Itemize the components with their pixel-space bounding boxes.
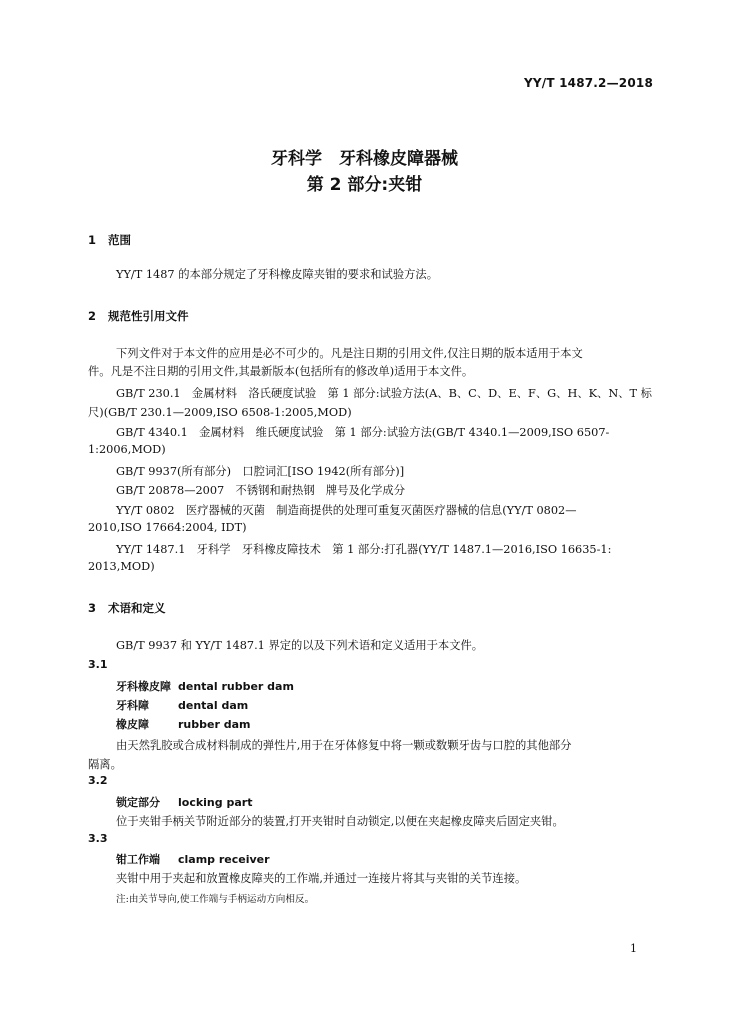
term-entry	[116, 716, 250, 732]
reference-item: GB/T 230.1 金属材料 洛氏硬度试验 第 1 部分:试验方法(A、B、C、D、E、F、G、H、K、N、T 标	[116, 387, 652, 400]
page-number: 1	[630, 942, 637, 955]
section-title: 规范性引用文件	[108, 309, 189, 323]
term-cn: 锁定部分	[116, 796, 160, 809]
term-cn: 橡皮障	[116, 718, 149, 731]
section-2-heading	[88, 308, 189, 324]
reference-item: 2013,MOD)	[88, 560, 155, 573]
clause-number: 3.3	[88, 832, 108, 845]
term-cn: 钳工作端	[116, 853, 160, 866]
term-cn: 牙科障	[116, 699, 149, 712]
term-en: dental rubber dam	[178, 680, 294, 693]
term-entry	[116, 851, 270, 867]
reference-item: 1:2006,MOD)	[88, 443, 166, 456]
term-en: rubber dam	[178, 718, 251, 731]
section-number: 1	[88, 233, 97, 247]
section-3-heading	[88, 600, 166, 616]
clause-number: 3.2	[88, 774, 108, 787]
definition: 位于夹钳手柄关节附近部分的装置,打开夹钳时自动锁定,以便在夹起橡皮障夹后固定夹钳。	[116, 815, 564, 828]
clause-number: 3.1	[88, 658, 108, 671]
definition: 夹钳中用于夹起和放置橡皮障夹的工作端,并通过一连接片将其与夹钳的关节连接。	[116, 872, 527, 885]
paragraph: GB/T 9937 和 YY/T 1487.1 界定的以及下列术语和定义适用于本文件。	[116, 639, 484, 652]
reference-item: 尺)(GB/T 230.1—2009,ISO 6508-1:2005,MOD)	[88, 406, 352, 419]
term-entry	[116, 678, 294, 694]
term-entry	[116, 697, 248, 713]
reference-item: GB/T 9937(所有部分) 口腔词汇[ISO 1942(所有部分)]	[116, 465, 405, 478]
reference-item: YY/T 0802 医疗器械的灭菌 制造商提供的处理可重复灭菌医疗器械的信息(YY/T 0802—	[116, 504, 577, 517]
definition: 隔离。	[88, 758, 122, 771]
section-number: 3	[88, 601, 97, 615]
definition: 由天然乳胶或合成材料制成的弹性片,用于在牙体修复中将一颗或数颗牙齿与口腔的其他部分	[116, 739, 572, 752]
note: 注:由关节导向,使工作端与手柄运动方向相反。	[116, 894, 315, 905]
reference-item: YY/T 1487.1 牙科学 牙科橡皮障技术 第 1 部分:打孔器(YY/T 1487.1—2016,ISO 16635-1:	[116, 543, 612, 556]
term-en: clamp receiver	[178, 853, 270, 866]
section-title: 术语和定义	[108, 601, 166, 615]
doc-title-line1: 牙科学 牙科橡皮障器械	[271, 149, 458, 169]
section-title: 范围	[108, 233, 131, 247]
section-number: 2	[88, 309, 97, 323]
doc-title-line2: 第 2 部分:夹钳	[306, 175, 423, 195]
term-en: dental dam	[178, 699, 249, 712]
paragraph: YY/T 1487 的本部分规定了牙科橡皮障夹钳的要求和试验方法。	[116, 268, 439, 281]
section-1-heading	[88, 232, 131, 248]
term-cn: 牙科橡皮障	[116, 680, 171, 693]
reference-item: 2010,ISO 17664:2004, IDT)	[88, 521, 247, 534]
doc-code: YY/T 1487.2—2018	[523, 76, 653, 90]
paragraph: 件。凡是不注日期的引用文件,其最新版本(包括所有的修改单)适用于本文件。	[88, 365, 474, 378]
paragraph: 下列文件对于本文件的应用是必不可少的。凡是注日期的引用文件,仅注日期的版本适用于本文	[116, 347, 583, 360]
reference-item: GB/T 4340.1 金属材料 维氏硬度试验 第 1 部分:试验方法(GB/T 4340.1—2009,ISO 6507-	[116, 426, 610, 439]
reference-item: GB/T 20878—2007 不锈钢和耐热钢 牌号及化学成分	[116, 484, 405, 497]
term-entry	[116, 794, 252, 810]
term-en: locking part	[178, 796, 253, 809]
